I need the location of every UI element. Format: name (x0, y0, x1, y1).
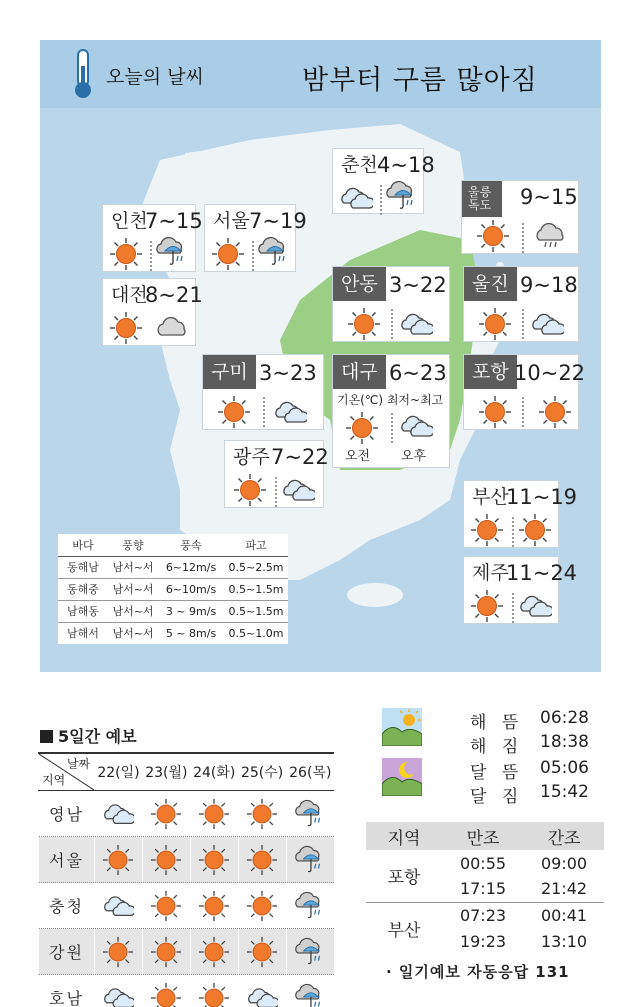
rain-icon (294, 982, 326, 1007)
tide-header: 지역 (366, 822, 442, 850)
city-card-seoul (204, 204, 307, 272)
sun-icon (538, 395, 572, 429)
sun-icon (476, 219, 510, 253)
city-name: 대구 (333, 355, 386, 389)
rain-icon (294, 890, 326, 922)
five-day-forecast-table (38, 752, 334, 1007)
sun-icon (246, 798, 278, 830)
city-card-chuncheon (332, 148, 435, 214)
city-name: 춘천 (341, 154, 378, 176)
sun-icon (198, 798, 230, 830)
city-temp: 11~19 (506, 485, 578, 509)
city-temp: 6~23 (389, 361, 447, 385)
forecast-date: 26(목) (286, 753, 334, 791)
sea-cell: 남서~서 (108, 556, 158, 578)
sun-icon (470, 513, 504, 547)
sea-header-cell: 바다 (58, 534, 108, 556)
city-card-jeju (463, 556, 578, 624)
sun-icon (198, 936, 230, 968)
city-name: 광주 (233, 446, 270, 468)
partly-cloudy-icon (273, 395, 307, 429)
separator (512, 517, 514, 547)
tide-header: 만조 (442, 822, 524, 850)
city-name: 울릉 독도 (462, 181, 502, 217)
tide-header-row (366, 822, 604, 850)
header-band (40, 40, 601, 108)
sun-icon (345, 411, 379, 445)
forecast-cell (286, 975, 334, 1007)
forecast-cell (95, 883, 143, 929)
separator (391, 309, 393, 339)
city-temp: 7~22 (271, 445, 329, 469)
sea-row (58, 622, 288, 644)
city-card-daegu (332, 354, 450, 468)
tide-header: 간조 (524, 822, 604, 850)
tide-high: 07:23 (459, 905, 507, 925)
forecast-row-gangwon (39, 929, 335, 975)
cloud-rain-icon (534, 219, 568, 253)
sun-icon (246, 844, 278, 876)
sea-cell: 남서~서 (108, 600, 158, 622)
forecast-cell (286, 837, 334, 883)
sunset-label: 해 짐 (470, 737, 524, 757)
forecast-cell (95, 791, 143, 837)
forecast-headline: 밤부터 구름 많아짐 (302, 65, 538, 96)
auto-response-callout: · 일기예보 자동응답 131 (386, 963, 570, 981)
partly-cloudy-icon (102, 798, 134, 830)
forecast-date: 23(월) (142, 753, 190, 791)
forecast-region: 호남 (39, 975, 95, 1007)
sea-cell: 3 ~ 9m/s (158, 600, 224, 622)
sunrise-icon (382, 708, 422, 746)
city-name: 포항 (464, 355, 517, 389)
forecast-cell (142, 929, 190, 975)
forecast-header-row (39, 753, 335, 791)
forecast-region: 충청 (39, 883, 95, 929)
sea-header-cell: 파고 (224, 534, 288, 556)
sun-icon (198, 844, 230, 876)
forecast-region: 강원 (39, 929, 95, 975)
partly-cloudy-icon (246, 982, 278, 1007)
city-name: 안동 (333, 267, 386, 301)
sea-conditions-table (58, 534, 288, 644)
city-temp: 7~15 (145, 209, 203, 233)
five-day-title-text: 5일간 예보 (58, 727, 137, 746)
forecast-date: 22(일) (95, 753, 143, 791)
sea-header-cell: 풍속 (158, 534, 224, 556)
sun-icon (211, 237, 245, 271)
rain-icon (294, 936, 326, 968)
sea-cell: 동해남 (58, 556, 108, 578)
thermometer-icon (70, 48, 96, 100)
sea-cell: 6~10m/s (158, 578, 224, 600)
forecast-row-chungcheong (39, 883, 335, 929)
separator (522, 309, 524, 339)
rain-icon (155, 235, 189, 269)
sun-icon (150, 798, 182, 830)
sun-icon (347, 307, 381, 341)
sea-cell: 남해동 (58, 600, 108, 622)
forecast-cell (238, 929, 286, 975)
city-temp: 8~21 (145, 283, 203, 307)
sea-cell: 0.5~1.0m (228, 626, 284, 640)
sea-cell: 동해중 (58, 578, 108, 600)
city-card-busan (463, 480, 578, 548)
partly-cloudy-icon (530, 307, 564, 341)
tide-high: 00:55 (459, 853, 507, 873)
forecast-cell (190, 929, 238, 975)
sea-cell: 0.5~1.5m (224, 578, 288, 600)
corner-region-label: 지역 (42, 773, 66, 787)
tide-low: 00:41 (540, 905, 588, 925)
sun-icon (478, 395, 512, 429)
city-temp: 10~22 (514, 361, 586, 385)
forecast-region: 서울 (39, 837, 95, 883)
sunrise-time: 06:28 (540, 708, 589, 728)
sun-icon (150, 982, 182, 1007)
sea-cell: 0.5~2.5m (224, 556, 288, 578)
sunset-time: 18:38 (540, 732, 589, 752)
partly-cloudy-icon (102, 890, 134, 922)
city-card-uljin (463, 266, 579, 342)
forecast-cell (190, 975, 238, 1007)
city-temp: 9~15 (520, 185, 578, 209)
sea-row (58, 600, 288, 622)
moonset-time: 15:42 (540, 782, 589, 802)
tide-high: 19:23 (459, 931, 507, 951)
forecast-cell (190, 791, 238, 837)
city-card-gwangju (224, 440, 329, 508)
bullet-square (40, 730, 53, 743)
forecast-cell (238, 975, 286, 1007)
tide-row-pohang (366, 850, 604, 876)
sun-icon (246, 936, 278, 968)
sea-cell: 남서~서 (108, 578, 158, 600)
cloud-icon (155, 311, 189, 345)
sun-icon (109, 311, 143, 345)
tide-low: 21:42 (524, 876, 604, 902)
forecast-cell (142, 975, 190, 1007)
sunrise-label: 해 뜸 (470, 713, 524, 733)
sea-header-cell: 풍향 (108, 534, 158, 556)
sea-table-header (58, 534, 288, 556)
city-card-gumi (202, 354, 324, 430)
sun-icon (150, 936, 182, 968)
forecast-cell (190, 883, 238, 929)
sun-icon (102, 936, 134, 968)
rain-icon (385, 179, 419, 213)
partly-cloudy-icon (399, 307, 433, 341)
forecast-row-seoul (39, 837, 335, 883)
forecast-date: 25(수) (238, 753, 286, 791)
five-day-title (40, 724, 137, 747)
partly-cloudy-icon (518, 589, 552, 623)
city-temp: 4~18 (377, 153, 435, 177)
partly-cloudy-icon (339, 181, 373, 215)
forecast-cell (190, 837, 238, 883)
forecast-date: 24(화) (190, 753, 238, 791)
sea-cell: 남서~서 (112, 627, 154, 641)
separator (275, 477, 277, 507)
forecast-cell (286, 883, 334, 929)
moonrise-icon (382, 758, 422, 796)
city-card-daejeon (102, 278, 203, 346)
sea-row (58, 556, 288, 578)
weather-map-panel (40, 40, 601, 672)
sun-icon (150, 890, 182, 922)
separator (522, 223, 524, 253)
moonrise-label: 달 뜸 (470, 763, 524, 783)
rain-icon (257, 235, 291, 269)
city-name: 대전 (111, 284, 148, 306)
separator (150, 241, 152, 271)
forecast-cell (286, 929, 334, 975)
sea-cell: 6~12m/s (158, 556, 224, 578)
partly-cloudy-icon (281, 473, 315, 507)
sun-icon (198, 982, 230, 1007)
forecast-cell (238, 837, 286, 883)
legend-am-label: 오전 (345, 449, 371, 464)
sea-cell: 남해서 (67, 627, 99, 641)
forecast-region: 영남 (39, 791, 95, 837)
sea-cell: 0.5~1.5m (224, 600, 288, 622)
tide-location: 포항 (366, 850, 442, 902)
partly-cloudy-icon (102, 982, 134, 1007)
tide-location: 부산 (387, 920, 421, 941)
corner-date-label: 날짜 (66, 757, 90, 771)
moonset-label: 달 짐 (470, 787, 524, 807)
sun-icon (109, 237, 143, 271)
forecast-cell (142, 837, 190, 883)
forecast-cell (238, 791, 286, 837)
sun-icon (233, 473, 267, 507)
sun-moon-times (382, 706, 592, 806)
city-temp: 3~22 (389, 273, 447, 297)
separator (391, 413, 393, 443)
city-card-incheon (102, 204, 203, 272)
sea-row (58, 578, 288, 600)
separator (252, 241, 254, 271)
tide-low: 13:10 (540, 931, 588, 951)
city-name: 인천 (111, 210, 148, 232)
forecast-row-honam (39, 975, 335, 1007)
sun-icon (102, 844, 134, 876)
today-weather-label: 오늘의 날씨 (106, 66, 204, 88)
legend-temp-label: 기온(℃) 최저~최고 (337, 393, 444, 407)
city-temp: 11~24 (506, 561, 578, 585)
island-jeju (347, 583, 403, 607)
forecast-corner-cell (39, 753, 95, 791)
rain-icon (294, 798, 326, 830)
sun-icon (246, 890, 278, 922)
sun-icon (518, 513, 552, 547)
city-name: 구미 (203, 355, 256, 389)
separator (380, 185, 382, 215)
forecast-cell (142, 883, 190, 929)
sun-icon (198, 890, 230, 922)
tide-row-busan (366, 902, 604, 928)
forecast-cell (238, 883, 286, 929)
separator (522, 397, 524, 427)
city-name: 부산 (472, 486, 509, 508)
city-temp: 9~18 (520, 273, 578, 297)
city-name: 제주 (472, 562, 509, 584)
city-card-ulleung (461, 180, 579, 254)
forecast-cell (95, 929, 143, 975)
sea-cell: 5 ~ 8m/s (165, 626, 217, 640)
forecast-row-yeongnam (39, 791, 335, 837)
moonrise-time: 05:06 (540, 758, 589, 778)
forecast-cell (142, 791, 190, 837)
city-temp: 7~19 (249, 209, 307, 233)
sun-icon (478, 307, 512, 341)
city-card-andong (332, 266, 450, 342)
separator (512, 593, 514, 623)
partly-cloudy-icon (399, 409, 433, 443)
tide-low: 09:00 (540, 853, 588, 873)
sun-icon (150, 844, 182, 876)
legend-pm-label: 오후 (401, 449, 427, 464)
forecast-cell (286, 791, 334, 837)
tide-high: 17:15 (442, 876, 524, 902)
sun-icon (470, 589, 504, 623)
rain-icon (294, 844, 326, 876)
separator (263, 397, 265, 427)
city-card-pohang (463, 354, 586, 430)
city-name: 서울 (213, 210, 250, 232)
tide-table (366, 822, 604, 954)
forecast-cell (95, 975, 143, 1007)
forecast-cell (95, 837, 143, 883)
sun-icon (217, 395, 251, 429)
city-temp: 3~23 (259, 361, 317, 385)
city-name: 울진 (464, 267, 517, 301)
